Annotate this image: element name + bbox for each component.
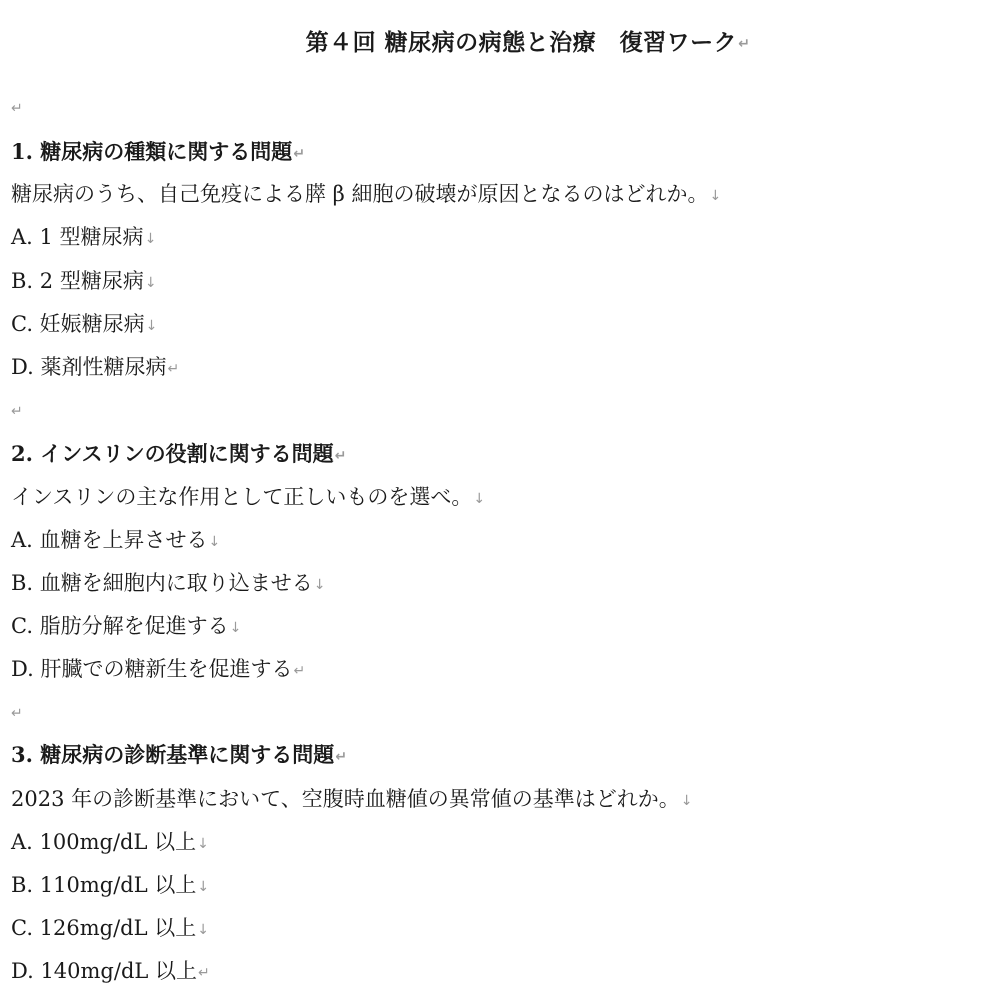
line-break-mark-icon: ↓: [197, 878, 210, 895]
option-text: C. 妊娠糖尿病: [11, 312, 145, 336]
question-text: インスリンの主な作用として正しいものを選べ。: [11, 485, 473, 509]
question-3-option-a: [11, 827, 209, 859]
line-break-mark-icon: ↓: [313, 576, 326, 593]
paragraph-mark-icon: ↵: [198, 964, 210, 981]
question-2-option-d: [11, 654, 305, 686]
option-text: C. 脂肪分解を促進する: [11, 614, 229, 638]
option-text: D. 140mg/dL 以上: [11, 959, 198, 983]
question-3-heading: [11, 740, 347, 772]
document-title: [0, 24, 1001, 57]
option-text: B. 血糖を細胞内に取り込ませる: [11, 571, 313, 595]
empty-paragraph: [11, 697, 23, 729]
question-3-option-d: [11, 956, 210, 988]
paragraph-mark-icon: ↵: [11, 403, 23, 420]
line-break-mark-icon: ↓: [144, 274, 157, 291]
line-break-mark-icon: ↓: [680, 792, 693, 809]
empty-paragraph: [11, 92, 23, 124]
paragraph-mark-icon: ↵: [335, 748, 347, 765]
paragraph-mark-icon: ↵: [293, 145, 305, 162]
line-break-mark-icon: ↓: [197, 835, 209, 852]
paragraph-mark-icon: ↵: [11, 100, 23, 117]
title-text: 第４回 糖尿病の病態と治療 復習ワーク: [305, 29, 738, 56]
question-heading-text: 2. インスリンの役割に関する問題: [11, 441, 334, 466]
option-text: C. 126mg/dL 以上: [11, 916, 197, 940]
paragraph-mark-icon: ↵: [11, 705, 23, 722]
empty-paragraph: [11, 395, 23, 427]
question-1-option-b: [11, 266, 157, 298]
line-break-mark-icon: ↓: [709, 187, 722, 204]
question-1-option-a: [11, 222, 156, 254]
question-heading-text: 1. 糖尿病の種類に関する問題: [11, 139, 293, 164]
line-break-mark-icon: ↓: [144, 230, 157, 247]
option-text: D. 肝臓での糖新生を促進する: [11, 657, 293, 681]
question-text: 糖尿病のうち、自己免疫による膵 β 細胞の破壊が原因となるのはどれか。: [11, 182, 709, 206]
question-1-option-c: [11, 309, 157, 341]
paragraph-mark-icon: ↵: [738, 36, 751, 52]
question-3-text: [11, 784, 692, 816]
option-text: A. 血糖を上昇させる: [11, 528, 208, 552]
question-2-option-a: [11, 525, 220, 557]
question-3-option-b: [11, 870, 209, 902]
question-1-text: [11, 179, 721, 211]
question-1-option-d: [11, 352, 179, 384]
line-break-mark-icon: ↓: [208, 533, 221, 550]
line-break-mark-icon: ↓: [197, 921, 209, 938]
question-heading-text: 3. 糖尿病の診断基準に関する問題: [11, 742, 335, 767]
line-break-mark-icon: ↓: [229, 619, 242, 636]
question-3-option-c: [11, 913, 209, 945]
question-2-option-c: [11, 611, 241, 643]
option-text: D. 薬剤性糖尿病: [11, 355, 167, 379]
option-text: B. 110mg/dL 以上: [11, 873, 197, 897]
line-break-mark-icon: ↓: [145, 317, 158, 334]
paragraph-mark-icon: ↵: [334, 447, 347, 464]
question-2-text: [11, 482, 485, 514]
option-text: A. 100mg/dL 以上: [11, 830, 197, 854]
option-text: B. 2 型糖尿病: [11, 269, 144, 293]
line-break-mark-icon: ↓: [473, 490, 486, 507]
option-text: A. 1 型糖尿病: [11, 225, 144, 249]
question-text: 2023 年の診断基準において、空腹時血糖値の異常値の基準はどれか。: [11, 787, 680, 811]
question-1-heading: [11, 137, 305, 169]
paragraph-mark-icon: ↵: [167, 360, 180, 377]
question-2-heading: [11, 439, 346, 471]
question-2-option-b: [11, 568, 326, 600]
paragraph-mark-icon: ↵: [293, 662, 306, 679]
